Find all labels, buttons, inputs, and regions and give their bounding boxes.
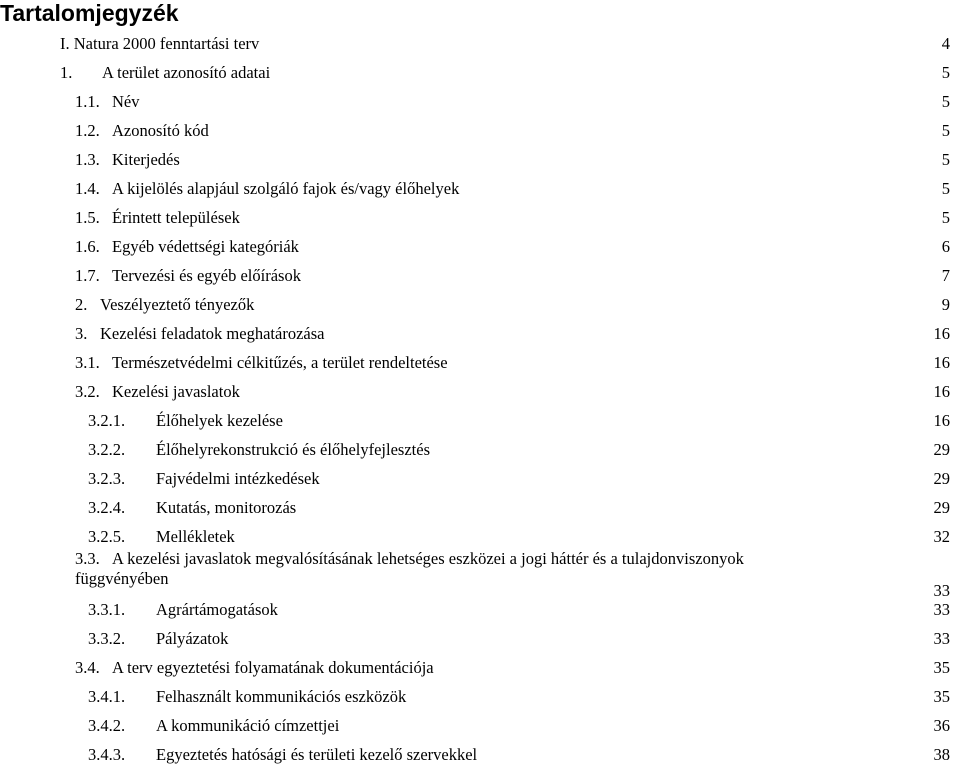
toc-entry-number: 1.1. — [75, 92, 100, 111]
toc-entry-title: Pályázatok — [156, 629, 229, 648]
toc-entry-page-number: 5 — [941, 63, 950, 82]
toc-entry-page-number: 16 — [933, 324, 950, 343]
toc-entry[interactable] — [0, 324, 960, 344]
toc-entry-page-number: 36 — [933, 716, 950, 735]
toc-entry-number: 3.3.1. — [88, 600, 126, 619]
toc-entry-title: Azonosító kód — [112, 121, 209, 140]
toc-entry-title: Élőhelyek kezelése — [156, 411, 283, 430]
toc-entry-title: I. Natura 2000 fenntartási terv — [60, 34, 260, 53]
toc-entry-page-number: 16 — [933, 353, 950, 372]
toc-entry-number: 3.4.2. — [88, 716, 126, 735]
toc-entry-number: 1.4. — [75, 179, 100, 198]
toc-entry-page-number: 16 — [933, 411, 950, 430]
toc-entry-title: Egyeztetés hatósági és területi kezelő szervekkel — [156, 745, 478, 764]
toc-entry-number: 1.6. — [75, 237, 100, 256]
toc-entry[interactable] — [0, 658, 960, 678]
toc-entry-page-number: 5 — [941, 179, 950, 198]
toc-entry-page-number: 6 — [941, 237, 950, 256]
toc-entry[interactable] — [0, 295, 960, 315]
toc-entry[interactable] — [0, 208, 960, 228]
toc-entry-page-number: 9 — [941, 295, 950, 314]
toc-entry-title: Kezelési feladatok meghatározása — [100, 324, 325, 343]
toc-entry-page-number: 5 — [941, 208, 950, 227]
toc-entry[interactable] — [0, 353, 960, 373]
toc-entry-title: Agrártámogatások — [156, 600, 278, 619]
toc-entry-number: 3.2.2. — [88, 440, 126, 459]
toc-entry-title: Név — [112, 92, 140, 111]
toc-entry-title: Veszélyeztető tényezők — [100, 295, 255, 314]
toc-entry-number: 3.2.1. — [88, 411, 126, 430]
toc-entry-page-number: 5 — [941, 92, 950, 111]
toc-entry-title: A kijelölés alapjául szolgáló fajok és/vagy élőhelyek — [112, 179, 460, 198]
toc-title: Tartalomjegyzék — [0, 0, 179, 26]
toc-entry-title: A terület azonosító adatai — [102, 63, 271, 82]
toc-entry-title: Fajvédelmi intézkedések — [156, 469, 320, 488]
toc-entry[interactable] — [0, 629, 960, 649]
toc-entry-number: 2. — [75, 295, 88, 314]
toc-entry-title: Kutatás, monitorozás — [156, 498, 297, 517]
toc-entry[interactable] — [0, 266, 960, 286]
toc-entry-number: 3.3.2. — [88, 629, 126, 648]
toc-entry-number: 3.2.4. — [88, 498, 126, 517]
toc-entry-number: 1.3. — [75, 150, 100, 169]
toc-entry-page-number: 16 — [933, 382, 950, 401]
toc-entry-title: A kommunikáció címzettjei — [156, 716, 340, 735]
toc-entry-number: 1.2. — [75, 121, 100, 140]
toc-entry-page-number: 29 — [933, 469, 950, 488]
toc-entry[interactable] — [0, 179, 960, 199]
toc-entry[interactable] — [0, 498, 960, 518]
toc-entry-page-number: 7 — [941, 266, 950, 285]
toc-entry-title: A terv egyeztetési folyamatának dokumentációja — [112, 658, 434, 677]
toc-entry-number: 3.2.3. — [88, 469, 126, 488]
toc-entry[interactable] — [0, 687, 960, 707]
toc-entry[interactable] — [0, 121, 960, 141]
toc-entry-number: 3. — [75, 324, 88, 343]
toc-entry-page-number: 35 — [933, 687, 950, 706]
toc-entry-title-continued: függvényében — [75, 569, 169, 588]
toc-entry-page-number: 32 — [933, 527, 950, 546]
toc-entry-number: 3.1. — [75, 353, 100, 372]
toc-entry-title: Mellékletek — [156, 527, 235, 546]
toc-entry-number: 3.4.1. — [88, 687, 126, 706]
toc-entry-title: Élőhelyrekonstrukció és élőhelyfejlesztés — [156, 440, 430, 459]
toc-entry[interactable] — [0, 745, 960, 765]
toc-entry-page-number: 5 — [941, 121, 950, 140]
toc-entry[interactable] — [0, 92, 960, 112]
toc-entry-number: 1.7. — [75, 266, 100, 285]
toc-entry-number: 3.4. — [75, 658, 100, 677]
toc-entry-number: 3.4.3. — [88, 745, 126, 764]
toc-entry-number: 3.3. — [75, 549, 100, 568]
toc-entry[interactable] — [0, 63, 960, 83]
toc-entry-page-number: 33 — [933, 600, 950, 619]
toc-entry-number: 1. — [60, 63, 73, 82]
toc-entry[interactable] — [0, 34, 960, 54]
toc-entry-title: Természetvédelmi célkitűzés, a terület rendeltetése — [112, 353, 448, 372]
toc-entry-title: Egyéb védettségi kategóriák — [112, 237, 299, 256]
toc-entry-title: A kezelési javaslatok megvalósításának lehetséges eszközei a jogi háttér és a tulajdonviszonyok — [112, 549, 744, 568]
toc-entry-title: Tervezési és egyéb előírások — [112, 266, 301, 285]
toc-entry[interactable] — [0, 411, 960, 431]
toc-entry-number: 3.2.5. — [88, 527, 126, 546]
toc-entry-page-number: 38 — [933, 745, 950, 764]
toc-entry[interactable] — [0, 382, 960, 402]
toc-entry-title: Kiterjedés — [112, 150, 180, 169]
toc-entry-page-number: 33 — [933, 629, 950, 648]
toc-entry-page-number: 29 — [933, 498, 950, 517]
toc-entry-page-number: 29 — [933, 440, 950, 459]
toc-entry-page-number: 4 — [941, 34, 950, 53]
toc-entry-number: 3.2. — [75, 382, 100, 401]
toc-entry[interactable] — [0, 716, 960, 736]
toc-entry[interactable] — [0, 469, 960, 489]
toc-entry-number: 1.5. — [75, 208, 100, 227]
toc-entry-title: Kezelési javaslatok — [112, 382, 240, 401]
toc-entry[interactable] — [0, 549, 960, 600]
toc-entry-title: Felhasznált kommunikációs eszközök — [156, 687, 407, 706]
toc-entry-page-number: 5 — [941, 150, 950, 169]
toc-entry-title: Érintett települések — [112, 208, 240, 227]
toc-entry-page-number: 33 — [933, 581, 950, 600]
toc-entry[interactable] — [0, 237, 960, 257]
toc-entry[interactable] — [0, 150, 960, 170]
toc-entry[interactable] — [0, 527, 960, 547]
toc-entry[interactable] — [0, 440, 960, 460]
toc-entry[interactable] — [0, 600, 960, 620]
toc-entry-page-number: 35 — [933, 658, 950, 677]
